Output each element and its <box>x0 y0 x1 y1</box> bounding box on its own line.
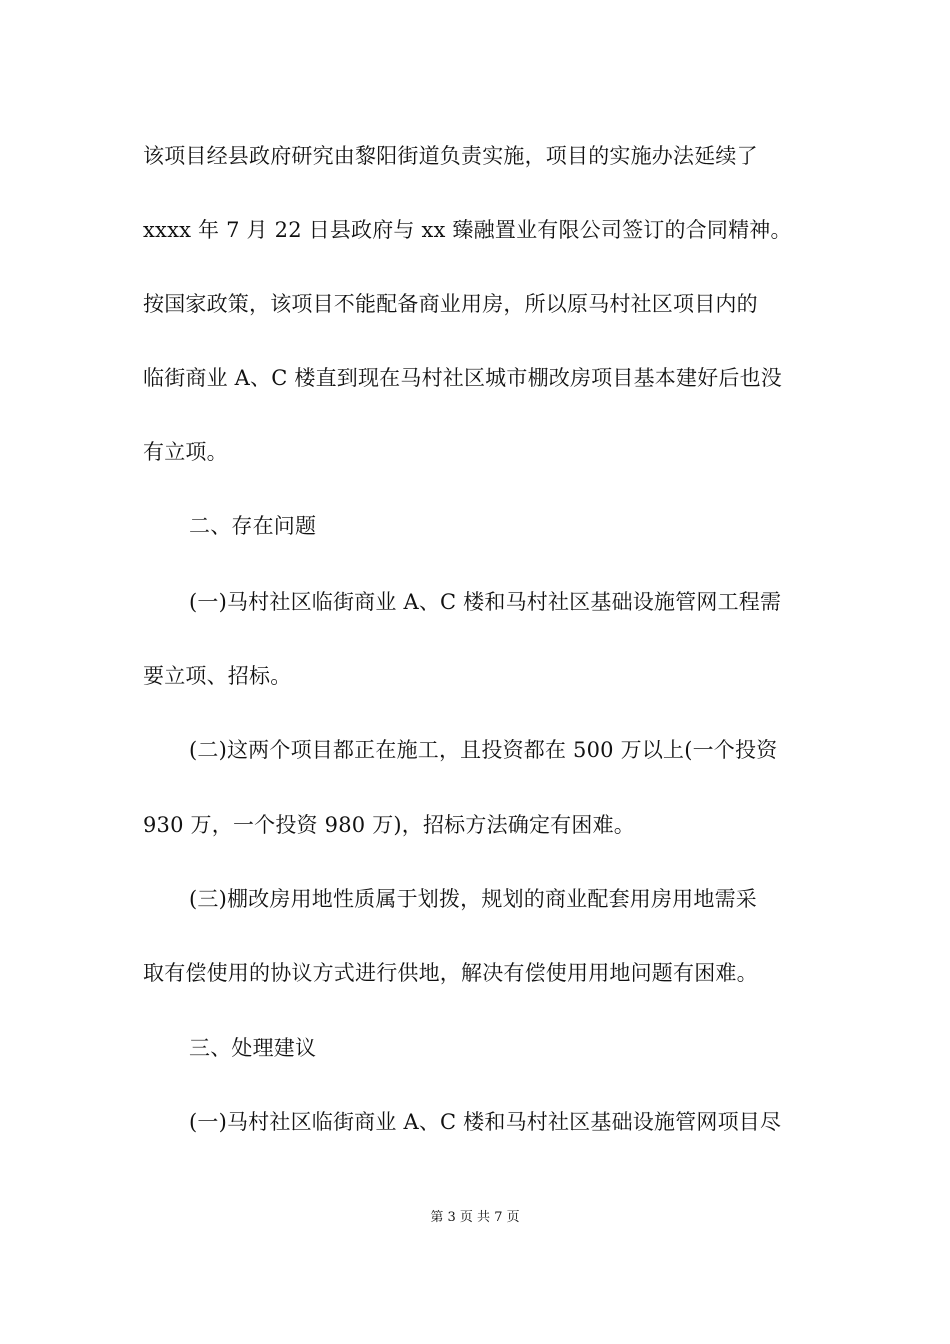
paragraph-line: 按国家政策，该项目不能配备商业用房，所以原马村社区项目内的 <box>143 292 758 316</box>
paragraph-line: 要立项、招标。 <box>143 664 292 688</box>
section-heading: 三、处理建议 <box>189 1036 317 1060</box>
paragraph-line: (一)马村社区临街商业 A、C 楼和马村社区基础设施管网项目尽 <box>189 1110 782 1134</box>
section-heading: 二、存在问题 <box>189 514 317 538</box>
paragraph-line: 取有偿使用的协议方式进行供地，解决有偿使用用地问题有困难。 <box>143 961 758 985</box>
page-footer <box>0 1209 950 1227</box>
page-number: 第 3 页 共 7 页 <box>430 1210 520 1225</box>
paragraph-line: (二)这两个项目都正在施工，且投资都在 500 万以上(一个投资 <box>189 738 778 762</box>
paragraph-line: 该项目经县政府研究由黎阳街道负责实施，项目的实施办法延续了 <box>143 144 758 168</box>
paragraph-line: 临街商业 A、C 楼直到现在马村社区城市棚改房项目基本建好后也没 <box>143 366 782 390</box>
paragraph-line: 930 万，一个投资 980 万)，招标方法确定有困难。 <box>143 813 635 837</box>
paragraph-line: xxxx 年 7 月 22 日县政府与 xx 臻融置业有限公司签订的合同精神。 <box>143 218 792 242</box>
paragraph-line: 有立项。 <box>143 440 228 464</box>
paragraph-line: (一)马村社区临街商业 A、C 楼和马村社区基础设施管网工程需 <box>189 590 782 614</box>
paragraph-line: (三)棚改房用地性质属于划拨，规划的商业配套用房用地需采 <box>189 887 757 911</box>
